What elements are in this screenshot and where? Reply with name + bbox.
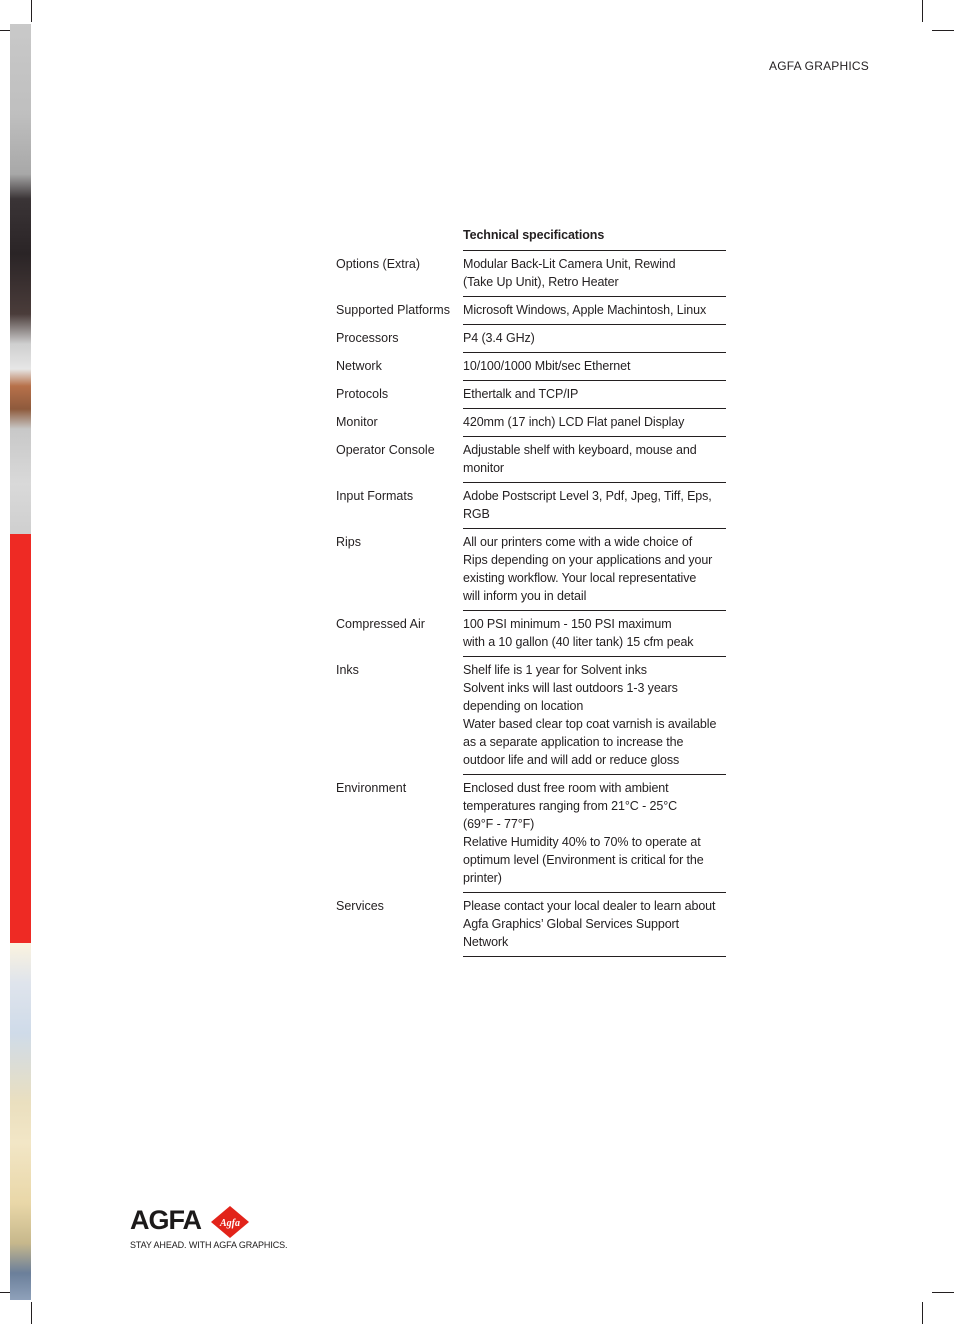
spec-label: Compressed Air bbox=[336, 617, 425, 631]
spec-label: Inks bbox=[336, 663, 359, 677]
spec-value bbox=[463, 437, 726, 483]
spec-value bbox=[463, 353, 726, 381]
spec-row bbox=[336, 409, 726, 437]
crop-mark-bottom-left-vertical bbox=[31, 1302, 32, 1324]
spec-row bbox=[336, 251, 726, 297]
spec-value-line: Ethertalk and TCP/IP bbox=[463, 387, 579, 401]
spec-value-line: All our printers come with a wide choice of bbox=[463, 535, 693, 549]
crop-mark-top-right-vertical bbox=[922, 0, 923, 22]
spec-value-line: as a separate application to increase the bbox=[463, 735, 684, 749]
spec-label: Protocols bbox=[336, 387, 389, 401]
spec-label: Monitor bbox=[336, 415, 378, 429]
spec-value-line: Water based clear top coat varnish is available bbox=[463, 717, 717, 731]
spec-value-line: 100 PSI minimum - 150 PSI maximum bbox=[463, 617, 672, 631]
side-strip-photo-top bbox=[10, 24, 31, 534]
spec-value-line: 420mm (17 inch) LCD Flat panel Display bbox=[463, 415, 685, 429]
spec-title: Technical specifications bbox=[463, 228, 726, 251]
spec-value bbox=[463, 297, 726, 325]
spec-rows bbox=[336, 251, 726, 957]
logo-tagline: STAY AHEAD. WITH AGFA GRAPHICS. bbox=[130, 1240, 288, 1250]
spec-row bbox=[336, 893, 726, 957]
spec-label: Options (Extra) bbox=[336, 257, 421, 271]
spec-value-line: will inform you in detail bbox=[463, 589, 587, 603]
spec-label: Input Formats bbox=[336, 489, 414, 503]
spec-value-line: optimum level (Environment is critical for the bbox=[463, 853, 704, 867]
spec-value-line: existing workflow. Your local representative bbox=[463, 571, 697, 585]
header-brand: AGFA GRAPHICS bbox=[769, 59, 869, 73]
spec-value bbox=[463, 657, 726, 775]
spec-value-line: Relative Humidity 40% to 70% to operate at bbox=[463, 835, 701, 849]
spec-label: Operator Console bbox=[336, 443, 435, 457]
crop-mark-top-right-horizontal bbox=[932, 30, 954, 31]
spec-row bbox=[336, 297, 726, 325]
spec-value-line: Enclosed dust free room with ambient bbox=[463, 781, 669, 795]
spec-value bbox=[463, 251, 726, 297]
spec-value-line: Network bbox=[463, 935, 509, 949]
spec-value-line: with a 10 gallon (40 liter tank) 15 cfm peak bbox=[463, 635, 694, 649]
spec-value-line: Adjustable shelf with keyboard, mouse and bbox=[463, 443, 697, 457]
crop-mark-bottom-right-vertical bbox=[922, 1302, 923, 1324]
spec-row bbox=[336, 775, 726, 893]
spec-value-line: Please contact your local dealer to learn about bbox=[463, 899, 716, 913]
spec-value-line: (69°F - 77°F) bbox=[463, 817, 535, 831]
spec-label: Services bbox=[336, 899, 384, 913]
spec-value bbox=[463, 325, 726, 353]
spec-label: Network bbox=[336, 359, 382, 373]
spec-value-line: printer) bbox=[463, 871, 502, 885]
side-strip-red bbox=[10, 534, 31, 943]
spec-value bbox=[463, 611, 726, 657]
spec-value-line: Solvent inks will last outdoors 1-3 years bbox=[463, 681, 678, 695]
spec-value bbox=[463, 775, 726, 893]
logo-wordmark: AGFA bbox=[130, 1205, 202, 1235]
spec-value-line: Shelf life is 1 year for Solvent inks bbox=[463, 663, 647, 677]
spec-row bbox=[336, 325, 726, 353]
spec-label: Rips bbox=[336, 535, 362, 549]
spec-value bbox=[463, 893, 726, 957]
spec-value-line: Rips depending on your applications and your bbox=[463, 553, 713, 567]
spec-value-line: P4 (3.4 GHz) bbox=[463, 331, 535, 345]
spec-value-line: monitor bbox=[463, 461, 504, 475]
spec-value-line: outdoor life and will add or reduce gloss bbox=[463, 753, 680, 767]
spec-value-line: Adobe Postscript Level 3, Pdf, Jpeg, Tiff, Eps, bbox=[463, 489, 712, 503]
spec-table bbox=[336, 228, 726, 957]
spec-value-line: Microsoft Windows, Apple Machintosh, Linux bbox=[463, 303, 707, 317]
spec-value-line: Agfa Graphics’ Global Services Support bbox=[463, 917, 679, 931]
spec-row bbox=[336, 437, 726, 483]
spec-row bbox=[336, 529, 726, 611]
side-strip-photo-bottom bbox=[10, 943, 31, 1300]
spec-row bbox=[336, 611, 726, 657]
agfa-diamond-icon bbox=[210, 1205, 250, 1239]
spec-value bbox=[463, 529, 726, 611]
spec-value-line: 10/100/1000 Mbit/sec Ethernet bbox=[463, 359, 631, 373]
spec-value-line: RGB bbox=[463, 507, 490, 521]
spec-value-line: (Take Up Unit), Retro Heater bbox=[463, 275, 619, 289]
spec-value bbox=[463, 483, 726, 529]
spec-label: Supported Platforms bbox=[336, 303, 450, 317]
crop-mark-bottom-right-horizontal bbox=[932, 1292, 954, 1293]
logo-emblem-text: Agfa bbox=[220, 1218, 240, 1229]
spec-row bbox=[336, 483, 726, 529]
spec-row bbox=[336, 353, 726, 381]
spec-value bbox=[463, 409, 726, 437]
spec-label: Processors bbox=[336, 331, 399, 345]
spec-row bbox=[336, 381, 726, 409]
spec-value bbox=[463, 381, 726, 409]
spec-value-line: Modular Back-Lit Camera Unit, Rewind bbox=[463, 257, 676, 271]
spec-value-line: depending on location bbox=[463, 699, 584, 713]
spec-value-line: temperatures ranging from 21°C - 25°C bbox=[463, 799, 678, 813]
crop-mark-top-left-vertical bbox=[31, 0, 32, 22]
spec-label: Environment bbox=[336, 781, 407, 795]
spec-row bbox=[336, 657, 726, 775]
